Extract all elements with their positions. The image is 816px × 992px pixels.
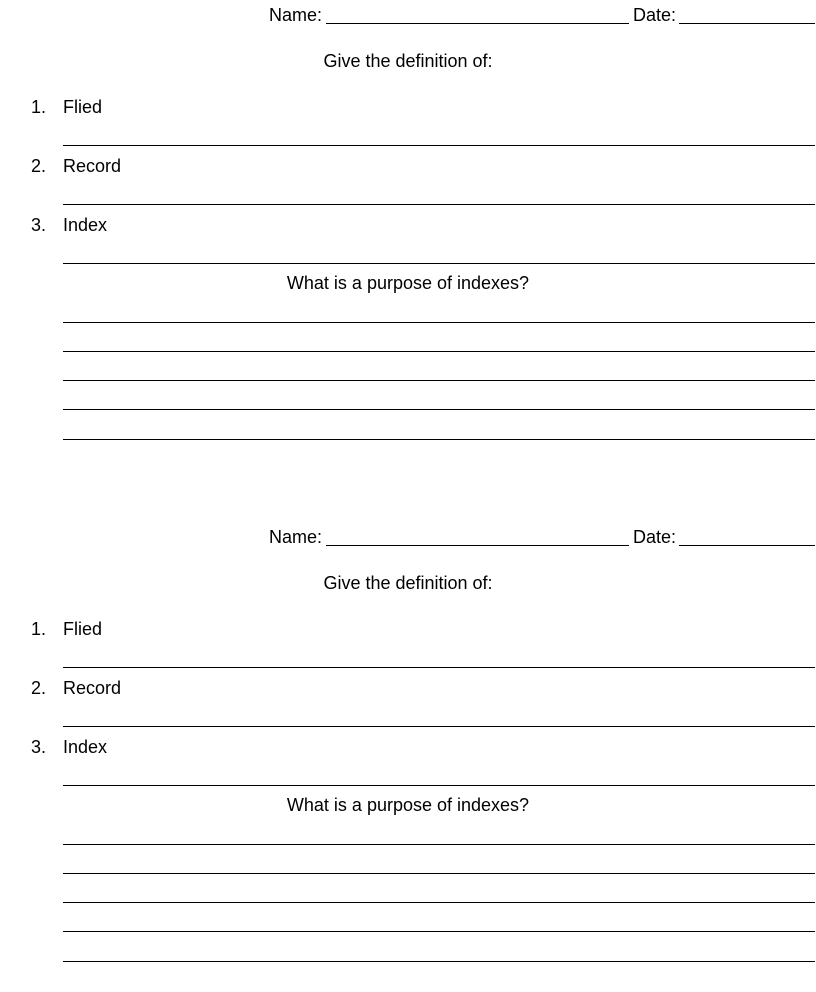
definition-answer-line[interactable] (63, 726, 815, 727)
term-label: Flied (63, 97, 103, 117)
purpose-answer-line[interactable] (63, 961, 815, 962)
purpose-answer-line[interactable] (63, 844, 815, 845)
term-label: Record (63, 678, 122, 698)
term-number: 2. (31, 678, 47, 698)
term-label: Index (63, 737, 108, 757)
term-label: Index (63, 215, 108, 235)
name-blank-line[interactable] (326, 545, 629, 546)
name-blank-line[interactable] (326, 23, 629, 24)
term-number: 1. (31, 97, 47, 117)
purpose-question: What is a purpose of indexes? (286, 273, 530, 293)
term-label: Record (63, 156, 122, 176)
purpose-answer-line[interactable] (63, 322, 815, 323)
term-number: 3. (31, 737, 47, 757)
definition-prompt: Give the definition of: (323, 573, 493, 593)
term-number: 1. (31, 619, 47, 639)
purpose-answer-line[interactable] (63, 931, 815, 932)
date-blank-line[interactable] (679, 545, 815, 546)
purpose-answer-line[interactable] (63, 351, 815, 352)
name-label: Name: (269, 5, 323, 25)
term-number: 3. (31, 215, 47, 235)
purpose-answer-line[interactable] (63, 439, 815, 440)
purpose-question: What is a purpose of indexes? (286, 795, 530, 815)
date-label: Date: (633, 5, 677, 25)
purpose-answer-line[interactable] (63, 873, 815, 874)
term-number: 2. (31, 156, 47, 176)
term-label: Flied (63, 619, 103, 639)
date-blank-line[interactable] (679, 23, 815, 24)
date-label: Date: (633, 527, 677, 547)
purpose-answer-line[interactable] (63, 380, 815, 381)
definition-answer-line[interactable] (63, 145, 815, 146)
worksheet-2 (0, 522, 816, 992)
definition-answer-line[interactable] (63, 263, 815, 264)
definition-answer-line[interactable] (63, 785, 815, 786)
name-label: Name: (269, 527, 323, 547)
purpose-answer-line[interactable] (63, 902, 815, 903)
purpose-answer-line[interactable] (63, 409, 815, 410)
definition-answer-line[interactable] (63, 667, 815, 668)
definition-answer-line[interactable] (63, 204, 815, 205)
worksheet-1 (0, 0, 816, 470)
definition-prompt: Give the definition of: (323, 51, 493, 71)
